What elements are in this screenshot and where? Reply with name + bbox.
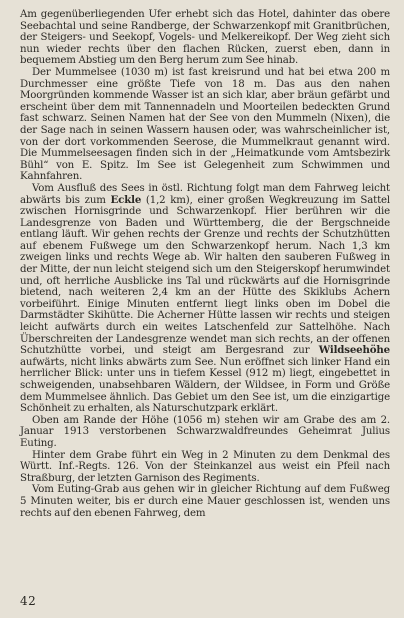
paragraph (20, 450, 390, 485)
paragraph (20, 415, 390, 450)
text-run: aufwärts, nicht links abwärts zum See. Nun eröffnet sich linker Hand ein herrlicher Blick: unter uns in tiefem Kessel (912 m) liegt, eingebettet in schweigenden, unabsehbaren Wäldern, der Wildsee, in Form und Größe dem Mummelsee ähnlich. Das Gebiet um den See ist, um die einzigartige Schönheit zu erhalten, als Naturschutzpark erklärt. (20, 356, 390, 415)
paragraph (20, 484, 390, 519)
text-run: Vom Euting-Grab aus gehen wir in gleicher Richtung auf dem Fußweg 5 Minuten weiter, bis er durch eine Mauer geschlossen ist, wenden uns rechts auf den ebenen Fahrweg, dem (20, 484, 390, 519)
page-number: 42 (20, 594, 37, 608)
text-run: Oben am Rande der Höhe (1056 m) stehen wir am Grabe des am 2. Januar 1913 verstorbenen Schwarzwaldfreundes Geheimrat Julius Euting. (20, 414, 390, 449)
paragraph (20, 67, 390, 183)
body-text (20, 9, 390, 519)
bold-place-name: Eckle (110, 193, 142, 206)
text-run: Hinter dem Grabe führt ein Weg in 2 Minuten zu dem Denkmal des Württ. Inf.-Regts. 126. Von der Steinkanzel aus weist ein Pfeil nach Straßburg, der letzten Garnison des Regiments. (20, 449, 390, 484)
text-run: (1,2 km), einer großen Wegkreuzung im Sattel zwischen Hornisgrinde und Schwarzenkopf. Hier berühren wir die Landesgrenze von Baden und Württemberg, die der Bergschneide entlang läuft. Wir gehen rechts der Grenze und rechts der Schutzhütten auf ebenem Fußwege um den Schwarzenkopf herum. Nach 1,3 km zweigen links und rechts Wege ab. Wir halten den sauberen Fußweg in der Mitte, der nun leicht steigend sich um den Steigerskopf herumwindet und, oft herrliche Ausblicke ins Tal und rückwärts auf die Hornisgrinde bietend, nach weiteren 2,4 km an der Hütte des Skiklubs Achern vorbeiführt. Einige Minuten entfernt liegt links oben im Dobel die Darmstädter Skihütte. Die Acherner Hütte lassen wir rechts und steigen leicht aufwärts durch ein weites Latschenfeld zur Sattelhöhe. Nach Überschreiten der Landesgrenze wendet man sich rechts, an der offenen Schutzhütte vorbei, und steigt am Bergesrand zur (20, 194, 390, 357)
paragraph (20, 183, 390, 415)
text-run: Am gegenüberliegenden Ufer erhebt sich das Hotel, dahinter das obere Seebachtal und seine Randberge, der Schwarzenkopf mit Granitbrüchen, der Steigers- und Seekopf, Vogels- und Melkereikopf. Der Weg zieht sich nun wieder rechts über den flachen Rücken, zuerst eben, dann in bequemem Abstieg um den Berg herum zum See hinab. (20, 9, 390, 67)
paragraph (20, 9, 390, 67)
bold-place-name: Wildseehöhe (318, 344, 390, 357)
text-run: Der Mummelsee (1030 m) ist fast kreisrund und hat bei etwa 200 m Durchmesser eine größte Tiefe von 18 m. Das aus den nahen Moorgründen kommende Wasser ist an sich klar, aber bräun gefärbt und erscheint über dem mit Tannennadeln und Moorteilen bedeckten Grund fast schwarz. Seinen Namen hat der See von den Mummeln (Nixen), die der Sage nach in seinen Wassern hausen oder, was wahrscheinlicher ist, von der dort vorkommenden Seerose, die Mummelkraut genannt wird. Die Mummelseesagen finden sich in der „Heimatkunde vom Amtsbezirk Bühl“ von E. Spitz. Im See ist Gelegenheit zum Schwimmen und Kahnfahren. (20, 66, 390, 183)
text-run: Vom Ausfluß des Sees in östl. Richtung folgt man dem Fahrweg leicht abwärts bis zum (20, 182, 390, 206)
